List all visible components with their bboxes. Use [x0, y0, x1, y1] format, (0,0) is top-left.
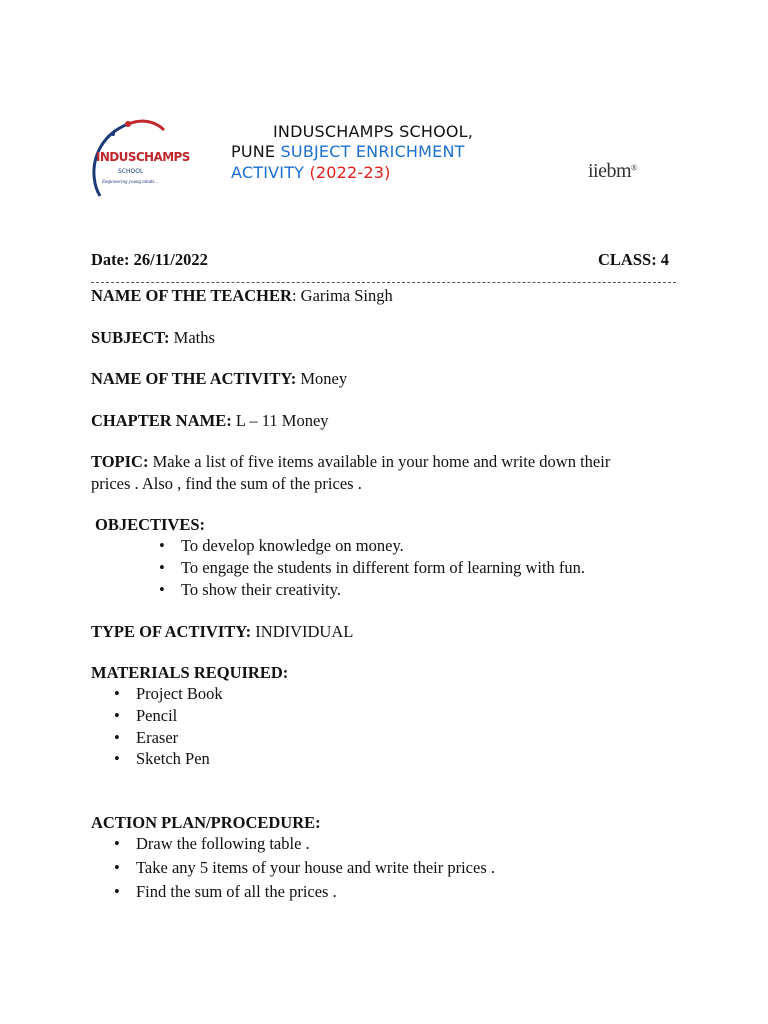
topic-value-line-2: prices . Also , find the sum of the prices . [91, 474, 362, 493]
logo-sub-text: SCHOOL [118, 168, 144, 175]
objectives-list [181, 535, 585, 600]
class-label: CLASS: 4 [598, 250, 670, 269]
list-item: • To engage the students in different form of learning with fun. [181, 557, 585, 579]
procedure-list [136, 832, 495, 904]
teacher-field [91, 285, 393, 306]
list-item: • Pencil [136, 705, 223, 727]
chapter-value: L – 11 Money [231, 411, 329, 430]
list-item: • To develop knowledge on money. [181, 535, 585, 557]
school-name: INDUSCHAMPS SCHOOL, [273, 122, 474, 141]
activity-field [91, 368, 347, 389]
activity-value: Money [296, 369, 348, 388]
objectives-heading: OBJECTIVES: [95, 515, 206, 534]
date-label: Date: 26/11/2022 [91, 250, 208, 269]
list-item: • Sketch Pen [136, 748, 223, 770]
city-text: PUNE [231, 142, 276, 161]
list-item: • Project Book [136, 683, 223, 705]
topic-value-line-1: Make a list of five items available in your home and write down their [148, 452, 611, 471]
list-item: • Find the sum of all the prices . [136, 880, 495, 904]
induschamps-logo [88, 116, 190, 210]
chapter-label: CHAPTER NAME: [91, 411, 232, 430]
teacher-value: : Garima Singh [291, 286, 393, 305]
subject-field [91, 327, 215, 348]
list-item: • Eraser [136, 727, 223, 749]
iiebm-logo [588, 160, 637, 183]
header-line-3 [231, 163, 391, 183]
registered-mark: ® [631, 163, 638, 173]
subject-value: Maths [169, 328, 215, 347]
subject-label: SUBJECT: [91, 328, 170, 347]
list-item: • Take any 5 items of your house and write their prices . [136, 856, 495, 880]
academic-year: (2022-23) [309, 163, 391, 182]
type-label: TYPE OF ACTIVITY: [91, 622, 252, 641]
logo-tagline: Empowering young minds... [102, 180, 158, 185]
topic-label: TOPIC: [91, 452, 149, 471]
type-value: INDIVIDUAL [251, 622, 354, 641]
activity-label: NAME OF THE ACTIVITY: [91, 369, 297, 388]
teacher-label: NAME OF THE TEACHER [91, 286, 292, 305]
procedure-heading: ACTION PLAN/PROCEDURE: [91, 813, 321, 832]
topic-field [91, 451, 610, 472]
activity-word: ACTIVITY [231, 163, 305, 182]
header-line-2 [231, 142, 465, 162]
list-item: • To show their creativity. [181, 579, 585, 601]
materials-heading: MATERIALS REQUIRED: [91, 663, 289, 682]
type-field [91, 621, 353, 642]
list-item: • Draw the following table . [136, 832, 495, 856]
iiebm-logo-text: iiebm [588, 160, 632, 182]
materials-list [136, 683, 223, 770]
logo-brand-text: INDUSCHAMPS [96, 150, 190, 164]
chapter-field [91, 410, 329, 431]
divider-line [91, 282, 676, 283]
subject-enrichment-text: SUBJECT ENRICHMENT [280, 142, 465, 161]
